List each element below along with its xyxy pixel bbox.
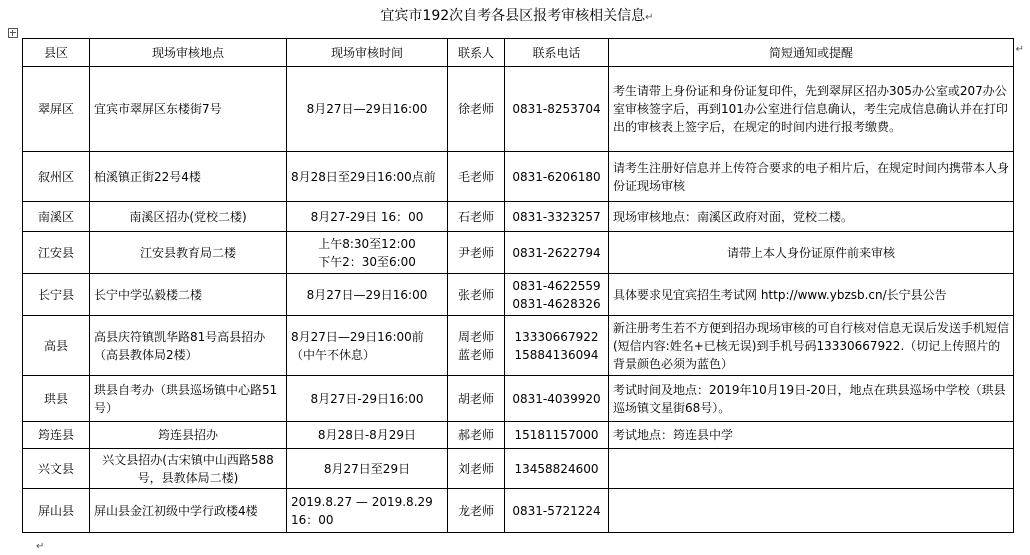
notice-cell: 请考生注册好信息并上传符合要求的电子相片后，在规定时间内携带本人身份证现场审核: [609, 152, 1014, 202]
notice-cell: 现场审核地点：南溪区政府对面，党校二楼。: [609, 202, 1014, 232]
time-cell: [287, 232, 448, 274]
time-cell: 8月27日—29日16:00: [287, 67, 448, 152]
location-cell: 兴文县招办(古宋镇中山西路588号，县教体局二楼): [90, 449, 287, 489]
table-header-row: [23, 39, 1014, 67]
phone-line: 0831-4628326: [512, 296, 601, 311]
notice-cell: [609, 489, 1014, 533]
column-header: 现场审核时间: [287, 39, 448, 67]
contact-cell: 徐老师: [448, 67, 505, 152]
phone-cell: [505, 274, 609, 316]
phone-line: 15884136094: [514, 347, 599, 362]
table-row: [23, 316, 1014, 376]
document-title: 宜宾市192次自考各县区报考审核相关信息↵: [380, 8, 654, 24]
phone-cell: 0831-8253704: [505, 67, 609, 152]
county-cell: 屏山县: [23, 489, 90, 533]
notice-cell: 考生请带上身份证和身份证复印件，先到翠屏区招办305办公室或207办公室审核签字后，再到101办公室进行信息确认，考生完成信息确认并在打印出的审核表上签字后，在规定的时间内进行报考缴费。: [609, 67, 1014, 152]
contact-cell: 毛老师: [448, 152, 505, 202]
notice-cell: 新注册考生若不方便到招办现场审核的可自行核对信息无误后发送手机短信(短信内容:姓名+已核无误)到手机号码13330667922.（切记上传照片的背景颜色必须为蓝色）: [609, 316, 1014, 376]
county-cell: 高县: [23, 316, 90, 376]
contact-cell: 龙老师: [448, 489, 505, 533]
location-cell: 珙县自考办（珙县巡场镇中心路51号）: [90, 376, 287, 422]
table-row: [23, 449, 1014, 489]
notice-cell: 考试地点：筠连县中学: [609, 422, 1014, 449]
table-row: [23, 152, 1014, 202]
contact-cell: [448, 316, 505, 376]
county-cell: 珙县: [23, 376, 90, 422]
location-cell: 柏溪镇正街22号4楼: [90, 152, 287, 202]
contact-cell: 郝老师: [448, 422, 505, 449]
table-row: [23, 274, 1014, 316]
county-cell: 南溪区: [23, 202, 90, 232]
phone-cell: 0831-4039920: [505, 376, 609, 422]
contact-cell: 胡老师: [448, 376, 505, 422]
column-header: 简短通知或提醒: [609, 39, 1014, 67]
column-header: 县区: [23, 39, 90, 67]
county-cell: 筠连县: [23, 422, 90, 449]
contact-line: 周老师: [457, 329, 494, 344]
table-row: [23, 489, 1014, 533]
location-cell: 长宁中学弘毅楼二楼: [90, 274, 287, 316]
time-line: 上午8:30至12:00: [318, 236, 416, 251]
row-end-mark-icon: ↵: [1015, 44, 1024, 55]
phone-cell: 0831-2622794: [505, 232, 609, 274]
contact-line: 蓝老师: [457, 347, 494, 362]
notice-cell: 请带上本人身份证原件前来审核: [609, 232, 1014, 274]
time-cell: 8月27日—29日16:00前（中午不休息）: [287, 316, 448, 376]
info-table: [22, 38, 1014, 533]
table-row: [23, 376, 1014, 422]
location-cell: 高县庆符镇凯华路81号高县招办（高县教体局2楼）: [90, 316, 287, 376]
column-header: 联系电话: [505, 39, 609, 67]
phone-line: 13330667922: [514, 329, 599, 344]
county-cell: 叙州区: [23, 152, 90, 202]
time-cell: 8月27日—29日16:00: [287, 274, 448, 316]
time-cell: 8月28日至29日16:00点前: [287, 152, 448, 202]
phone-cell: 0831-6206180: [505, 152, 609, 202]
table-row: [23, 422, 1014, 449]
table-row: [23, 67, 1014, 152]
column-header: 现场审核地点: [90, 39, 287, 67]
time-cell: 8月27日至29日: [287, 449, 448, 489]
phone-cell: 13458824600: [505, 449, 609, 489]
column-header: 联系人: [448, 39, 505, 67]
contact-cell: 张老师: [448, 274, 505, 316]
notice-cell: 具体要求见宜宾招生考试网 http://www.ybzsb.cn/长宁县公告: [609, 274, 1014, 316]
phone-cell: [505, 316, 609, 376]
notice-cell: 考试时间及地点：2019年10月19日-20日，地点在珙县巡场中学校（珙县巡场镇文星街68号）。: [609, 376, 1014, 422]
phone-line: 0831-4622559: [512, 278, 601, 293]
location-cell: 筠连县招办: [90, 422, 287, 449]
table-row: [23, 202, 1014, 232]
notice-cell: [609, 449, 1014, 489]
contact-cell: 尹老师: [448, 232, 505, 274]
county-cell: 兴文县: [23, 449, 90, 489]
time-cell: 8月27日-29日16:00: [287, 376, 448, 422]
table-row: [23, 232, 1014, 274]
paragraph-mark-icon: ↵: [36, 541, 45, 552]
time-cell: 8月28日-8月29日: [287, 422, 448, 449]
time-cell: 8月27-29日 16：00: [287, 202, 448, 232]
county-cell: 江安县: [23, 232, 90, 274]
location-cell: 屏山县金江初级中学行政楼4楼: [90, 489, 287, 533]
phone-cell: 15181157000: [505, 422, 609, 449]
location-cell: 江安县教育局二楼: [90, 232, 287, 274]
contact-cell: 刘老师: [448, 449, 505, 489]
table-move-handle-icon[interactable]: [8, 28, 18, 38]
time-cell: 2019.8.27 — 2019.8.29 16：00: [287, 489, 448, 533]
location-cell: 南溪区招办(党校二楼): [90, 202, 287, 232]
location-cell: 宜宾市翠屏区东楼街7号: [90, 67, 287, 152]
phone-cell: 0831-3323257: [505, 202, 609, 232]
county-cell: 长宁县: [23, 274, 90, 316]
phone-cell: 0831-5721224: [505, 489, 609, 533]
time-line: 下午2：30至6:00: [318, 254, 416, 269]
contact-cell: 石老师: [448, 202, 505, 232]
county-cell: 翠屏区: [23, 67, 90, 152]
